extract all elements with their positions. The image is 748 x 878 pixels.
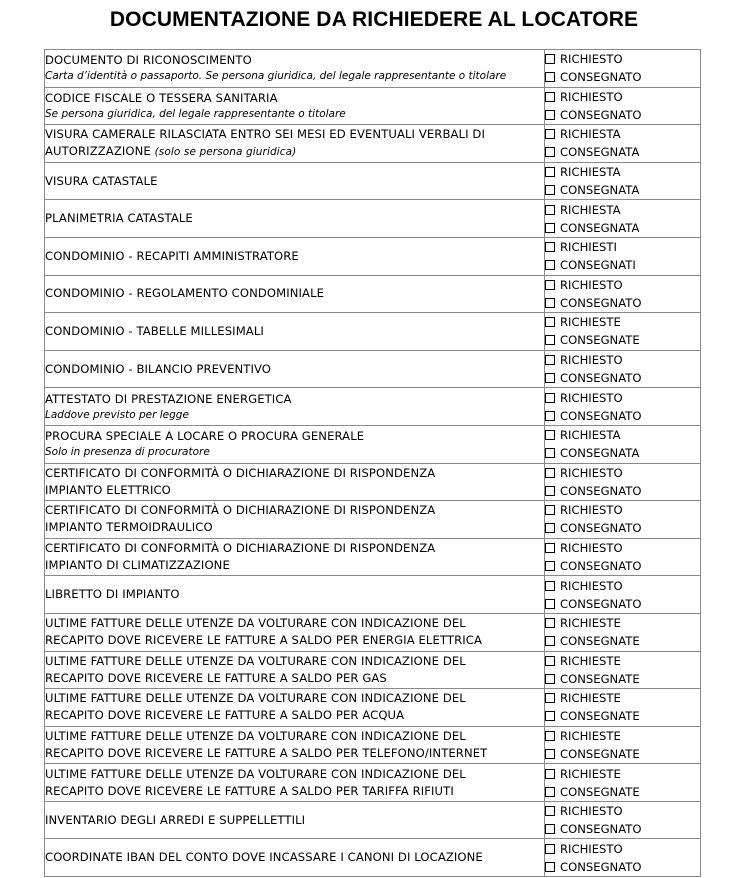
- checklist-row: [45, 576, 701, 614]
- document-cell: [45, 538, 545, 576]
- document-name: [45, 653, 544, 687]
- requested-option[interactable]: [545, 389, 700, 407]
- delivered-label: CONSEGNATO: [560, 521, 642, 536]
- checklist-row: [45, 275, 701, 313]
- checkbox[interactable]: [545, 167, 555, 177]
- checklist-row: [45, 726, 701, 764]
- checklist-row: [45, 313, 701, 351]
- delivered-label: CONSEGNATO: [560, 295, 642, 310]
- status-cell: [545, 50, 701, 88]
- requested-label: RICHIESTE: [560, 616, 621, 631]
- delivered-option[interactable]: [545, 331, 700, 349]
- document-name: [45, 615, 544, 649]
- document-text: CONDOMINIO - REGOLAMENTO CONDOMINIALE: [45, 286, 325, 301]
- requested-option[interactable]: [545, 689, 700, 707]
- document-cell: [45, 764, 545, 802]
- status-cell: [545, 801, 701, 839]
- document-cell: [45, 87, 545, 125]
- document-text: ULTIME FATTURE DELLE UTENZE DA VOLTURARE CON INDICAZIONE DEL RECAPITO DOVE RICEVERE LE FATTURE A SALDO PER GAS: [45, 653, 466, 685]
- checkbox[interactable]: [545, 844, 555, 854]
- delivered-option[interactable]: [545, 595, 700, 613]
- requested-option[interactable]: [545, 501, 700, 519]
- requested-option[interactable]: [545, 577, 700, 595]
- document-cell: [45, 501, 545, 539]
- document-name: [45, 52, 544, 69]
- delivered-option[interactable]: [545, 294, 700, 312]
- delivered-option[interactable]: [545, 632, 700, 650]
- checkbox[interactable]: [545, 543, 555, 553]
- document-name: [45, 812, 544, 829]
- document-name: [45, 90, 544, 107]
- requested-label: RICHIESTO: [560, 503, 623, 518]
- requested-label: RICHIESTA: [560, 428, 621, 443]
- checkbox[interactable]: [545, 674, 555, 684]
- checkbox[interactable]: [545, 430, 555, 440]
- requested-option[interactable]: [545, 802, 700, 820]
- document-text: ULTIME FATTURE DELLE UTENZE DA VOLTURARE CON INDICAZIONE DEL RECAPITO DOVE RICEVERE LE FATTURE A SALDO PER ENERGIA ELETTRICA: [45, 616, 482, 648]
- requested-option[interactable]: [545, 426, 700, 444]
- checkbox[interactable]: [545, 561, 555, 571]
- checkbox[interactable]: [545, 205, 555, 215]
- checkbox[interactable]: [545, 581, 555, 591]
- document-text: VISURA CATASTALE: [45, 173, 158, 188]
- document-text: PROCURA SPECIALE A LOCARE O PROCURA GENERALE: [45, 429, 365, 444]
- document-text: ULTIME FATTURE DELLE UTENZE DA VOLTURARE CON INDICAZIONE DEL RECAPITO DOVE RICEVERE LE FATTURE A SALDO PER TELEFONO/INTERNET: [45, 728, 488, 760]
- requested-option[interactable]: [545, 201, 700, 219]
- checkbox[interactable]: [545, 411, 555, 421]
- checkbox[interactable]: [545, 749, 555, 759]
- requested-label: RICHIESTE: [560, 691, 621, 706]
- document-name: [45, 323, 544, 340]
- delivered-option[interactable]: [545, 68, 700, 86]
- document-text: ULTIME FATTURE DELLE UTENZE DA VOLTURARE CON INDICAZIONE DEL RECAPITO DOVE RICEVERE LE FATTURE A SALDO PER ACQUA: [45, 691, 466, 723]
- delivered-label: CONSEGNATI: [560, 258, 636, 273]
- checkbox[interactable]: [545, 129, 555, 139]
- checkbox[interactable]: [545, 599, 555, 609]
- checklist-row: [45, 764, 701, 802]
- requested-label: RICHIESTO: [560, 277, 623, 292]
- document-note: Laddove previsto per legge: [45, 408, 189, 421]
- document-text: COORDINATE IBAN DEL CONTO DOVE INCASSARE I CANONI DI LOCAZIONE: [45, 850, 483, 865]
- document-name: [45, 285, 544, 302]
- checkbox[interactable]: [545, 731, 555, 741]
- delivered-option[interactable]: [545, 670, 700, 688]
- delivered-option[interactable]: [545, 444, 700, 462]
- requested-option[interactable]: [545, 464, 700, 482]
- status-cell: [545, 764, 701, 802]
- checklist-row: [45, 501, 701, 539]
- checkbox[interactable]: [545, 824, 555, 834]
- checkbox[interactable]: [545, 317, 555, 327]
- delivered-label: CONSEGNATE: [560, 333, 640, 348]
- status-cell: [545, 350, 701, 388]
- document-text: CODICE FISCALE O TESSERA SANITARIA: [45, 90, 278, 105]
- delivered-label: CONSEGNATE: [560, 634, 640, 649]
- requested-label: RICHIESTE: [560, 315, 621, 330]
- checkbox[interactable]: [545, 636, 555, 646]
- requested-label: RICHIESTO: [560, 541, 623, 556]
- document-cell: [45, 651, 545, 689]
- checklist-row: [45, 839, 701, 877]
- delivered-label: CONSEGNATA: [560, 183, 640, 198]
- document-cell: [45, 350, 545, 388]
- checkbox[interactable]: [545, 505, 555, 515]
- checklist-row: [45, 463, 701, 501]
- checkbox[interactable]: [545, 223, 555, 233]
- document-text: VISURA CAMERALE RILASCIATA ENTRO SEI MESI ED EVENTUALI VERBALI DI AUTORIZZAZIONE: [45, 127, 485, 159]
- checklist-row: [45, 350, 701, 388]
- delivered-label: CONSEGNATE: [560, 746, 640, 761]
- document-cell: [45, 388, 545, 426]
- requested-option[interactable]: [545, 313, 700, 331]
- checkbox[interactable]: [545, 806, 555, 816]
- document-cell: [45, 425, 545, 463]
- requested-label: RICHIESTO: [560, 804, 623, 819]
- checklist-row: [45, 538, 701, 576]
- checkbox[interactable]: [545, 656, 555, 666]
- document-name: [45, 502, 544, 536]
- checklist-row: [45, 613, 701, 651]
- document-cell: [45, 313, 545, 351]
- status-cell: [545, 726, 701, 764]
- requested-option[interactable]: [545, 163, 700, 181]
- status-cell: [545, 162, 701, 200]
- checkbox[interactable]: [545, 355, 555, 365]
- requested-label: RICHIESTA: [560, 127, 621, 142]
- checklist-row: [45, 689, 701, 727]
- checklist-row: [45, 651, 701, 689]
- status-cell: [545, 200, 701, 238]
- document-text: CONDOMINIO - RECAPITI AMMINISTRATORE: [45, 248, 299, 263]
- document-text: CERTIFICATO DI CONFORMITÀ O DICHIARAZIONE DI RISPONDENZA IMPIANTO ELETTRICO: [45, 465, 436, 497]
- requested-option[interactable]: [545, 276, 700, 294]
- document-name: [45, 849, 544, 866]
- delivered-label: CONSEGNATO: [560, 107, 642, 122]
- checklist-row: [45, 50, 701, 88]
- requested-label: RICHIESTO: [560, 390, 623, 405]
- delivered-label: CONSEGNATE: [560, 671, 640, 686]
- document-name: [45, 173, 544, 190]
- document-name: [45, 428, 544, 445]
- checklist-row: [45, 237, 701, 275]
- document-note: (solo se persona giuridica): [154, 146, 297, 159]
- checkbox[interactable]: [545, 862, 555, 872]
- document-text: CONDOMINIO - BILANCIO PREVENTIVO: [45, 361, 272, 376]
- requested-option[interactable]: [545, 125, 700, 143]
- delivered-label: CONSEGNATO: [560, 822, 642, 837]
- document-note: Se persona giuridica, del legale rappresentante o titolare: [45, 107, 346, 120]
- status-cell: [545, 839, 701, 877]
- delivered-label: CONSEGNATE: [560, 709, 640, 724]
- status-cell: [545, 425, 701, 463]
- delivered-label: CONSEGNATO: [560, 483, 642, 498]
- checkbox[interactable]: [545, 468, 555, 478]
- checklist-row: [45, 801, 701, 839]
- document-name: [45, 391, 544, 408]
- delivered-label: CONSEGNATO: [560, 559, 642, 574]
- delivered-option[interactable]: [545, 369, 700, 387]
- checkbox[interactable]: [545, 787, 555, 797]
- status-cell: [545, 538, 701, 576]
- requested-label: RICHIESTO: [560, 841, 623, 856]
- delivered-label: CONSEGNATA: [560, 220, 640, 235]
- document-name: [45, 690, 544, 724]
- delivered-label: CONSEGNATO: [560, 70, 642, 85]
- requested-option[interactable]: [545, 88, 700, 106]
- document-text: DOCUMENTO DI RICONOSCIMENTO: [45, 53, 252, 68]
- checkbox[interactable]: [545, 486, 555, 496]
- checklist-row: [45, 388, 701, 426]
- delivered-option[interactable]: [545, 858, 700, 876]
- requested-label: RICHIESTO: [560, 89, 623, 104]
- checkbox[interactable]: [545, 693, 555, 703]
- requested-option[interactable]: [545, 765, 700, 783]
- checkbox[interactable]: [545, 185, 555, 195]
- document-cell: [45, 463, 545, 501]
- delivered-label: CONSEGNATO: [560, 408, 642, 423]
- checklist-row: [45, 87, 701, 125]
- delivered-label: CONSEGNATA: [560, 145, 640, 160]
- checklist-row: [45, 162, 701, 200]
- requested-label: RICHIESTO: [560, 465, 623, 480]
- delivered-option[interactable]: [545, 745, 700, 763]
- delivered-option[interactable]: [545, 557, 700, 575]
- delivered-option[interactable]: [545, 181, 700, 199]
- document-name: [45, 210, 544, 227]
- checkbox[interactable]: [545, 448, 555, 458]
- document-note: Carta d’identità o passaporto. Se persona giuridica, del legale rappresentante o titolare: [45, 70, 507, 83]
- checkbox[interactable]: [545, 711, 555, 721]
- checkbox[interactable]: [545, 373, 555, 383]
- status-cell: [545, 87, 701, 125]
- requested-label: RICHIESTE: [560, 728, 621, 743]
- delivered-label: CONSEGNATO: [560, 859, 642, 874]
- document-cell: [45, 726, 545, 764]
- document-cell: [45, 125, 545, 163]
- document-text: CONDOMINIO - TABELLE MILLESIMALI: [45, 323, 264, 338]
- document-cell: [45, 613, 545, 651]
- delivered-option[interactable]: [545, 256, 700, 274]
- document-cell: [45, 576, 545, 614]
- document-name: [45, 766, 544, 800]
- delivered-option[interactable]: [545, 820, 700, 838]
- delivered-option[interactable]: [545, 482, 700, 500]
- checkbox[interactable]: [545, 242, 555, 252]
- requested-option[interactable]: [545, 840, 700, 858]
- requested-label: RICHIESTI: [560, 240, 617, 255]
- requested-option[interactable]: [545, 539, 700, 557]
- delivered-option[interactable]: [545, 106, 700, 124]
- checkbox[interactable]: [545, 54, 555, 64]
- requested-option[interactable]: [545, 727, 700, 745]
- document-cell: [45, 162, 545, 200]
- delivered-label: CONSEGNATE: [560, 784, 640, 799]
- status-cell: [545, 463, 701, 501]
- checklist-row: [45, 125, 701, 163]
- document-cell: [45, 801, 545, 839]
- document-name: [45, 586, 544, 603]
- delivered-option[interactable]: [545, 519, 700, 537]
- requested-label: RICHIESTA: [560, 165, 621, 180]
- checkbox[interactable]: [545, 335, 555, 345]
- checkbox[interactable]: [545, 618, 555, 628]
- requested-label: RICHIESTE: [560, 766, 621, 781]
- requested-label: RICHIESTE: [560, 653, 621, 668]
- requested-option[interactable]: [545, 351, 700, 369]
- document-text: INVENTARIO DEGLI ARREDI E SUPPELLETTILI: [45, 812, 306, 827]
- document-cell: [45, 275, 545, 313]
- document-name: [45, 728, 544, 762]
- status-cell: [545, 313, 701, 351]
- document-text: ATTESTATO DI PRESTAZIONE ENERGETICA: [45, 391, 292, 406]
- checkbox[interactable]: [545, 523, 555, 533]
- checkbox[interactable]: [545, 72, 555, 82]
- delivered-option[interactable]: [545, 707, 700, 725]
- document-text: CERTIFICATO DI CONFORMITÀ O DICHIARAZIONE DI RISPONDENZA IMPIANTO TERMOIDRAULICO: [45, 503, 436, 535]
- document-note: Solo in presenza di procuratore: [45, 446, 210, 459]
- checkbox[interactable]: [545, 260, 555, 270]
- requested-label: RICHIESTO: [560, 578, 623, 593]
- checkbox[interactable]: [545, 110, 555, 120]
- document-name: [45, 540, 544, 574]
- status-cell: [545, 125, 701, 163]
- checkbox[interactable]: [545, 280, 555, 290]
- status-cell: [545, 388, 701, 426]
- status-cell: [545, 576, 701, 614]
- delivered-label: CONSEGNATA: [560, 446, 640, 461]
- delivered-option[interactable]: [545, 783, 700, 801]
- document-cell: [45, 50, 545, 88]
- document-name: [45, 126, 544, 160]
- document-cell: [45, 200, 545, 238]
- page-title: DOCUMENTAZIONE DA RICHIEDERE AL LOCATORE: [109, 8, 639, 31]
- document-checklist-table: [44, 49, 701, 877]
- status-cell: [545, 275, 701, 313]
- requested-label: RICHIESTO: [560, 52, 623, 67]
- checklist-row: [45, 200, 701, 238]
- delivered-option[interactable]: [545, 219, 700, 237]
- requested-label: RICHIESTO: [560, 353, 623, 368]
- checklist-row: [45, 425, 701, 463]
- requested-option[interactable]: [545, 238, 700, 256]
- checkbox[interactable]: [545, 298, 555, 308]
- document-text: LIBRETTO DI IMPIANTO: [45, 587, 180, 602]
- document-cell: [45, 237, 545, 275]
- delivered-option[interactable]: [545, 143, 700, 161]
- checkbox[interactable]: [545, 147, 555, 157]
- status-cell: [545, 689, 701, 727]
- requested-option[interactable]: [545, 652, 700, 670]
- status-cell: [545, 651, 701, 689]
- document-text: ULTIME FATTURE DELLE UTENZE DA VOLTURARE CON INDICAZIONE DEL RECAPITO DOVE RICEVERE LE FATTURE A SALDO PER TARIFFA RIFIUTI: [45, 766, 466, 798]
- requested-option[interactable]: [545, 50, 700, 68]
- document-name: [45, 248, 544, 265]
- document-name: [45, 465, 544, 499]
- delivered-label: CONSEGNATO: [560, 371, 642, 386]
- checkbox[interactable]: [545, 769, 555, 779]
- checkbox[interactable]: [545, 92, 555, 102]
- status-cell: [545, 613, 701, 651]
- status-cell: [545, 501, 701, 539]
- document-text: PLANIMETRIA CATASTALE: [45, 211, 193, 226]
- delivered-option[interactable]: [545, 407, 700, 425]
- delivered-label: CONSEGNATO: [560, 596, 642, 611]
- requested-option[interactable]: [545, 614, 700, 632]
- status-cell: [545, 237, 701, 275]
- document-name: [45, 361, 544, 378]
- document-cell: [45, 689, 545, 727]
- document-text: CERTIFICATO DI CONFORMITÀ O DICHIARAZIONE DI RISPONDENZA IMPIANTO DI CLIMATIZZAZIONE: [45, 541, 436, 573]
- requested-label: RICHIESTA: [560, 202, 621, 217]
- document-cell: [45, 839, 545, 877]
- checkbox[interactable]: [545, 393, 555, 403]
